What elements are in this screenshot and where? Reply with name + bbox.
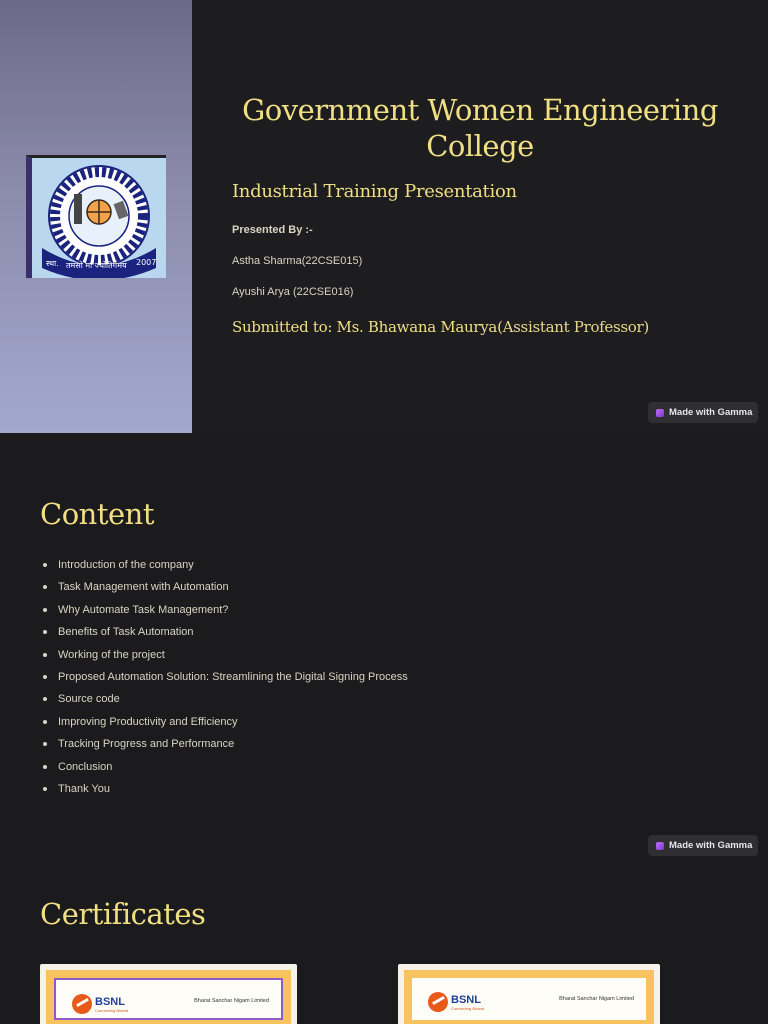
list-item: Proposed Automation Solution: Streamlining the Digital Signing Process: [40, 668, 408, 690]
member-1: Astha Sharma(22CSE015): [232, 255, 363, 267]
submitted-role: Assistant Professor: [502, 318, 644, 336]
made-with-gamma-badge[interactable]: [648, 835, 758, 856]
gamma-cube-icon: [656, 409, 664, 417]
title-slide: [0, 0, 768, 433]
list-item: Task Management with Automation: [40, 578, 408, 600]
bsnl-tagline: Connecting Bharat: [451, 1005, 485, 1011]
list-item: Benefits of Task Automation: [40, 623, 408, 645]
list-item: Thank You: [40, 780, 408, 802]
badge-label: Made with Gamma: [669, 407, 753, 418]
bsnl-swoosh-icon: [428, 992, 448, 1012]
submitted-to-label: Submitted to: Ms. Bhawana Maurya(: [232, 318, 503, 336]
list-item: Why Automate Task Management?: [40, 601, 408, 623]
member-2: Ayushi Arya (22CSE016): [232, 286, 354, 298]
side-panel: [0, 0, 192, 433]
college-logo: [26, 155, 166, 278]
list-item: Conclusion: [40, 758, 408, 780]
logo-year: 2007: [136, 258, 157, 267]
content-list: [40, 556, 408, 802]
list-item: Improving Productivity and Efficiency: [40, 713, 408, 735]
bsnl-swoosh-icon: [72, 994, 92, 1014]
badge-label: Made with Gamma: [669, 840, 753, 851]
logo-prefix: स्था.: [46, 259, 59, 268]
cert-org: Bharat Sanchar Nigam Limited: [194, 998, 269, 1004]
logo-motto: तमसो मा ज्योतिर्गमय: [66, 261, 127, 270]
list-item: Tracking Progress and Performance: [40, 735, 408, 757]
certificates-title: Certificates: [40, 897, 206, 931]
submitted-close: ): [643, 318, 649, 336]
list-item: Working of the project: [40, 646, 408, 668]
college-title: Government Women Engineering College: [242, 93, 718, 163]
certificate-2[interactable]: [398, 964, 660, 1024]
bsnl-tagline: Connecting Bharat: [95, 1007, 129, 1013]
bsnl-logo: [72, 994, 128, 1014]
list-item: Introduction of the company: [40, 556, 408, 578]
content-title: Content: [40, 497, 154, 531]
submitted-to: [232, 318, 649, 336]
bsnl-logo: [428, 992, 484, 1012]
gamma-cube-icon: [656, 842, 664, 850]
bsnl-brand: BSNL: [451, 993, 481, 1006]
made-with-gamma-badge[interactable]: [648, 402, 758, 423]
bsnl-brand: BSNL: [95, 995, 125, 1008]
presentation-subtitle: Industrial Training Presentation: [232, 181, 517, 202]
list-item: Source code: [40, 690, 408, 712]
cert-org: Bharat Sanchar Nigam Limited: [559, 996, 634, 1002]
certificate-1[interactable]: [40, 964, 297, 1024]
presented-by-label: Presented By :-: [232, 224, 313, 236]
